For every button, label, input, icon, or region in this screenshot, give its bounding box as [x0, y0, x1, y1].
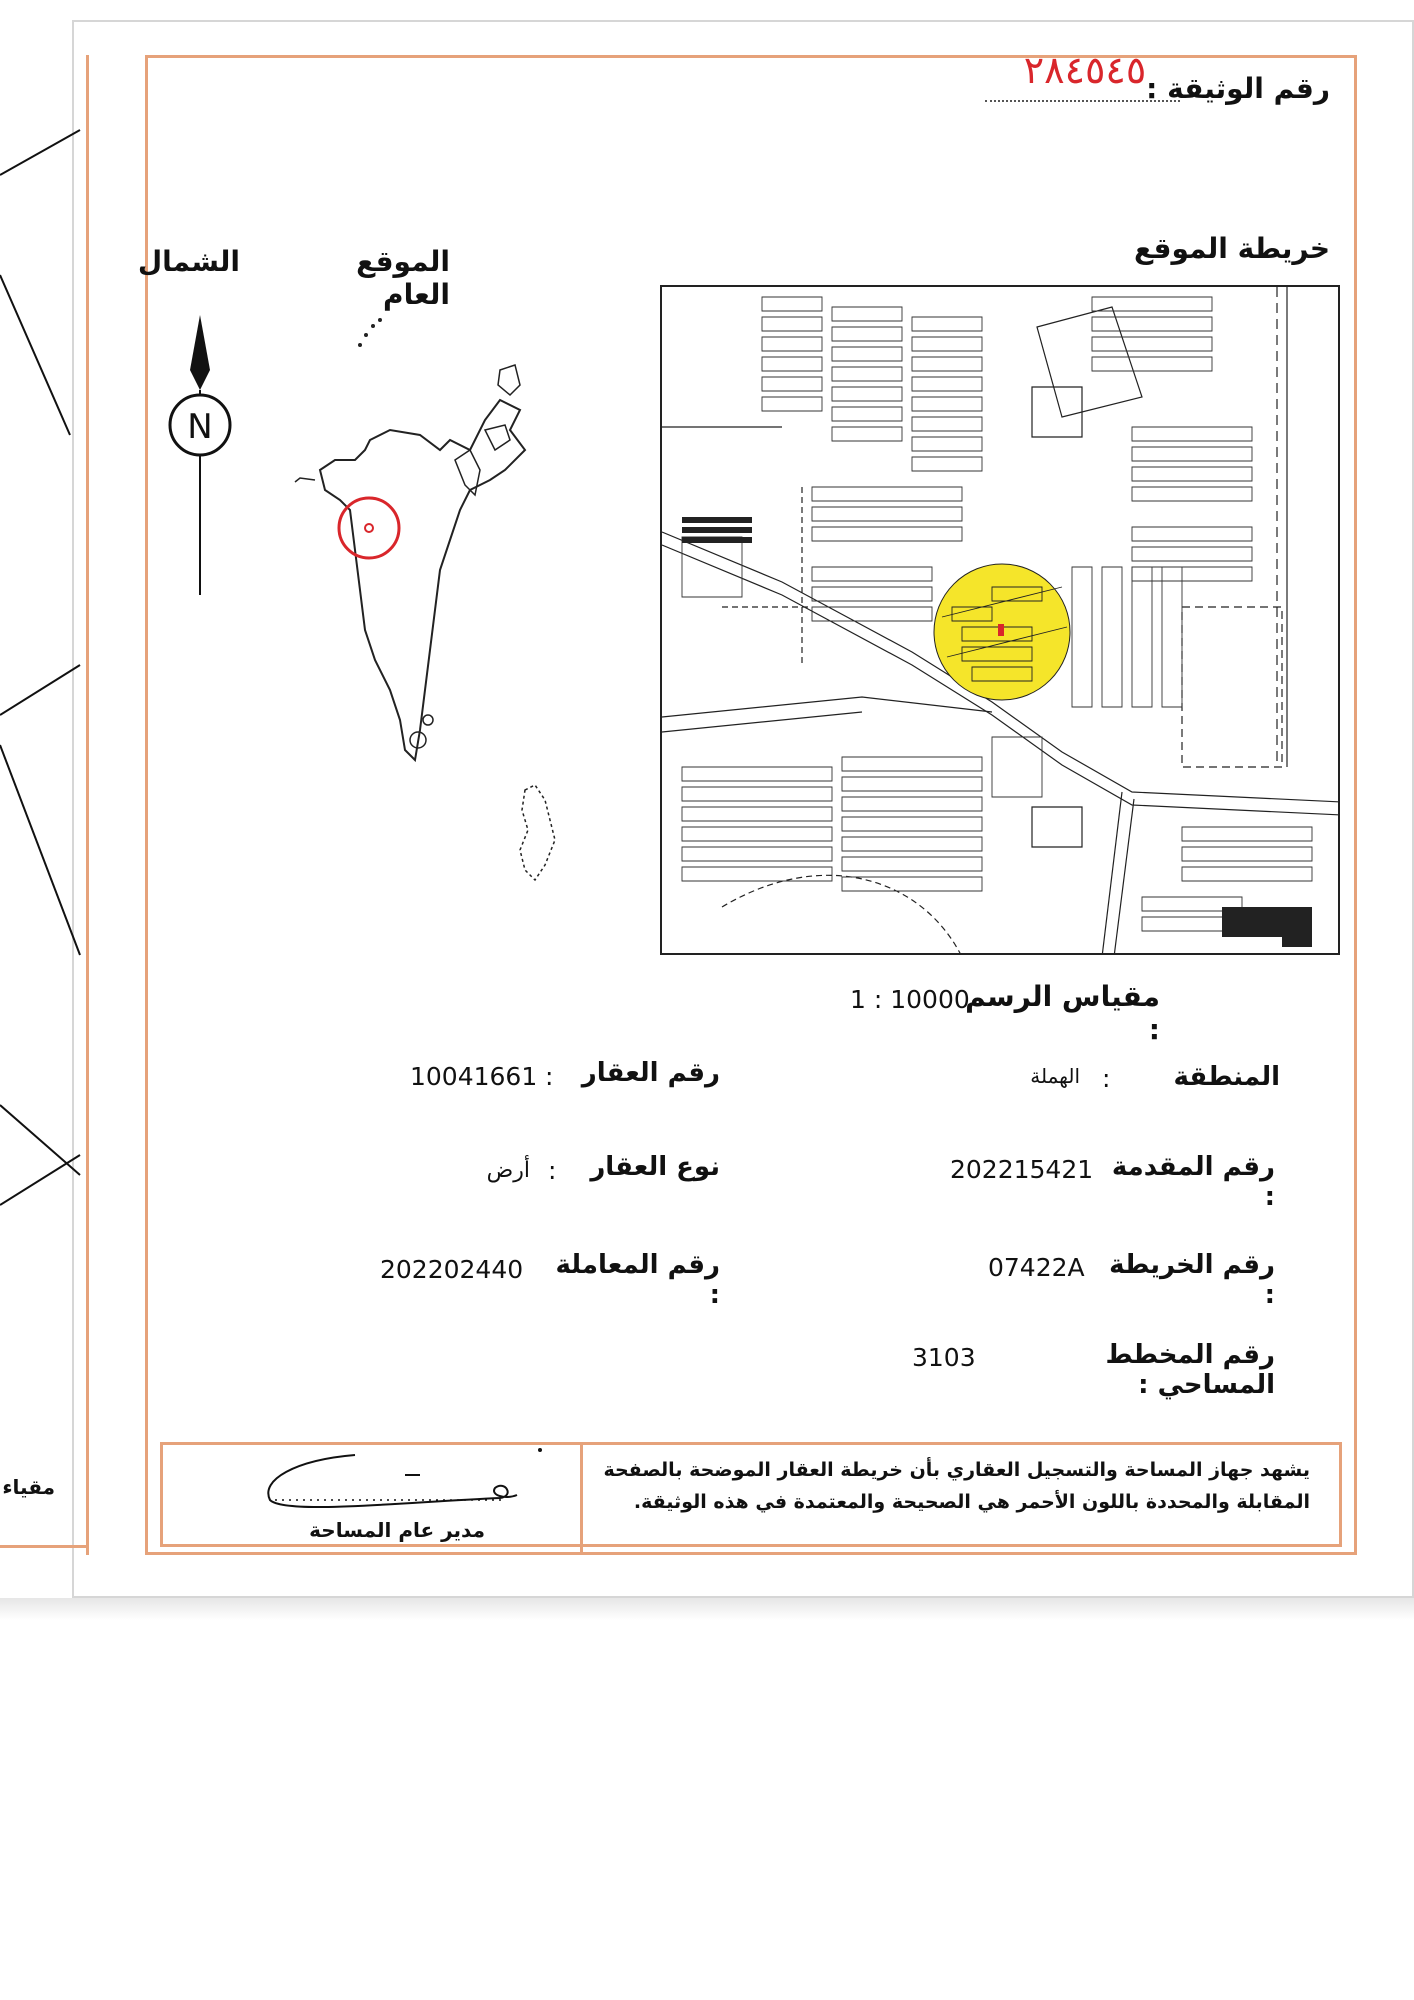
left-sheet-lines — [0, 55, 86, 1555]
map-number-value: 07422A — [988, 1253, 1085, 1282]
signatory-title: مدير عام المساحة — [309, 1518, 485, 1542]
property-number-label: رقم العقار — [581, 1058, 720, 1088]
property-type-label: نوع العقار — [590, 1152, 720, 1182]
property-number-value: 10041661 — [410, 1062, 538, 1091]
transaction-number-label: رقم المعاملة : — [555, 1250, 720, 1310]
property-type-value: أرض — [486, 1158, 530, 1183]
area-sep: : — [1102, 1064, 1111, 1093]
area-label: المنطقة — [1173, 1062, 1280, 1092]
site-map-drawing — [662, 287, 1340, 955]
certification-line-1: يشهد جهاز المساحة والتسجيل العقاري بأن خريطة العقار الموضحة بالصفحة — [603, 1459, 1310, 1481]
signature-mark — [255, 1440, 555, 1520]
signature-divider — [580, 1442, 583, 1555]
page-bottom-shadow — [0, 1598, 1414, 1620]
application-number-label: رقم المقدمة : — [1111, 1152, 1275, 1212]
survey-plan-value: 3103 — [912, 1343, 976, 1372]
north-label: الشمال — [137, 245, 240, 278]
general-location-map — [270, 310, 610, 910]
general-location-title: الموقع العام — [356, 245, 450, 311]
certification-line-2: المقابلة والمحددة باللون الأحمر هي الصحيحة والمعتمدة في هذه الوثيقة. — [633, 1491, 1310, 1513]
document-number-dots — [985, 100, 1180, 102]
north-arrow-icon — [165, 310, 235, 600]
transaction-number-value: 202202440 — [380, 1255, 524, 1284]
site-map — [660, 285, 1340, 955]
survey-plan-label: رقم المخطط المساحي : — [1105, 1340, 1275, 1400]
north-letter: N — [187, 407, 213, 447]
document-number-handwritten: ٢٨٤٥٤٥ — [1023, 48, 1147, 92]
left-sheet-text: مقياء — [2, 1475, 55, 1499]
map-number-label: رقم الخريطة : — [1109, 1250, 1275, 1310]
property-number-sep: : — [545, 1062, 554, 1091]
scale-label: مقياس الرسم : — [965, 980, 1160, 1046]
area-value: الهملة — [1030, 1064, 1080, 1088]
application-number-value: 202215421 — [950, 1155, 1094, 1184]
site-map-title: خريطة الموقع — [1133, 232, 1330, 265]
property-type-sep: : — [548, 1156, 557, 1185]
document-number-label: رقم الوثيقة : — [1146, 72, 1330, 105]
scale-value: 1 : 10000 — [850, 985, 970, 1014]
